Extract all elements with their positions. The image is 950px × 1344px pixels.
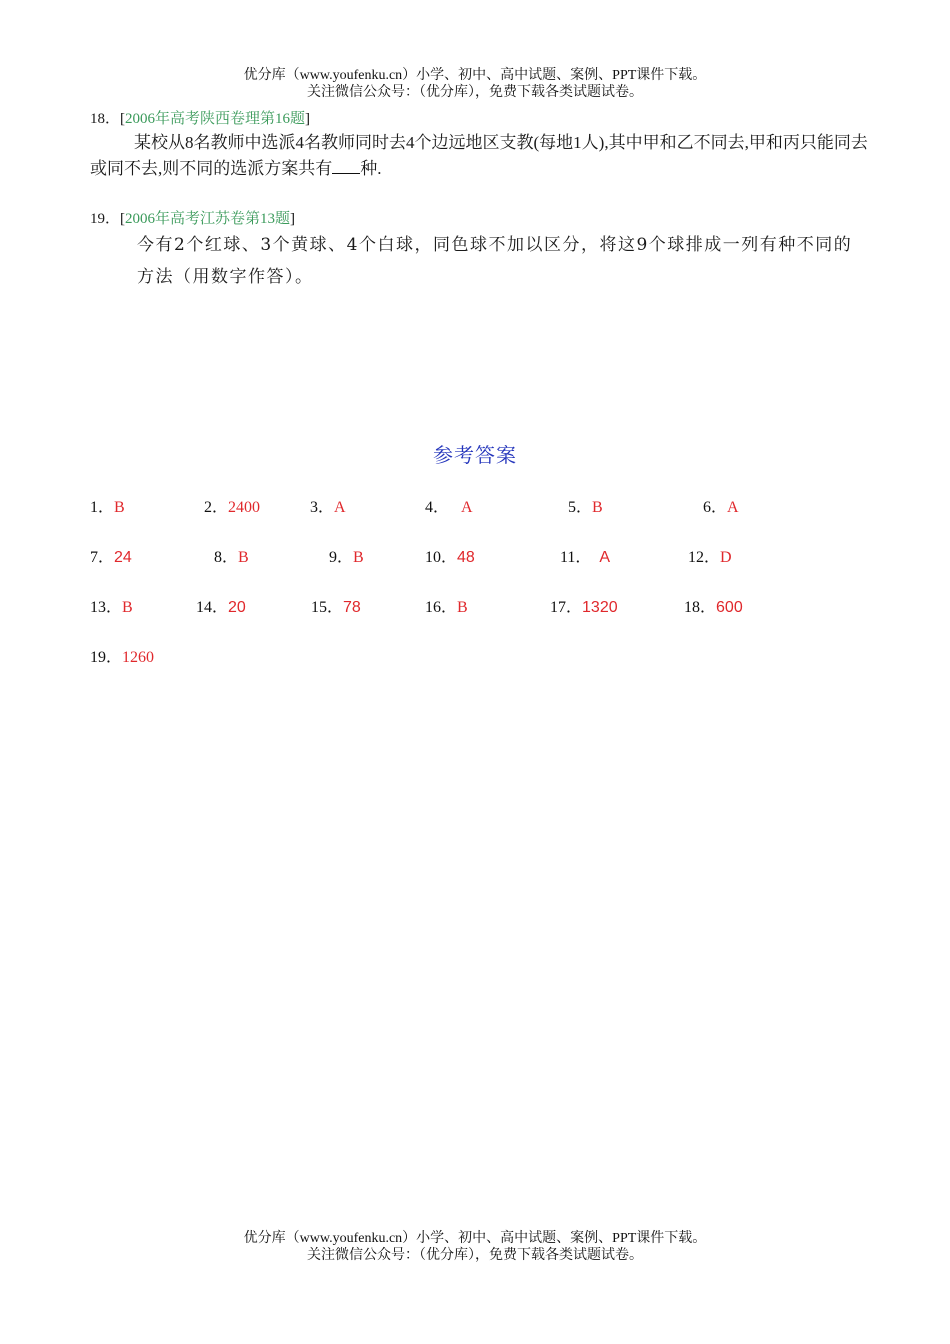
answer-item: 1．B [90, 499, 125, 516]
answer-section-title: 参考答案 [433, 443, 517, 467]
answer-item: 2．2400 [204, 499, 261, 516]
page-header [0, 67, 950, 101]
answer-item: 10．48 [425, 549, 475, 566]
question-text: 某校从8名教师中选派4名教师同时去4个边远地区支教(每地1人),其中甲和乙不同去,甲和丙只能同去或同不去,则不同的选派方案共有 [90, 133, 868, 178]
header-line-2: 关注微信公众号：（优分库），免费下载各类试题试卷。 [307, 84, 643, 100]
answer-item: 13．B [90, 599, 133, 616]
answer-item: 14．20 [196, 599, 246, 616]
header-line-1: 优分库（www.youfenku.cn）小学、初中、高中试题、案例、PPT课件下载。 [243, 68, 707, 83]
answer-item: 7．24 [90, 549, 132, 566]
answer-item: 4． A [425, 499, 473, 516]
question-18-header: 18．[2006年高考陕西卷理第16题] [90, 111, 311, 127]
answer-blank [332, 158, 360, 174]
answer-item: 19．1260 [90, 649, 155, 666]
answer-item: 16．B [425, 599, 468, 616]
answer-item: 8．B [214, 549, 249, 566]
answer-item: 6．A [703, 499, 739, 516]
question-source: 2006年高考江苏卷第13题 [125, 211, 291, 227]
question-number: 18． [90, 111, 121, 127]
footer-line-2: 关注微信公众号：（优分库），免费下载各类试题试卷。 [307, 1247, 643, 1263]
answer-item: 12．D [688, 549, 732, 566]
answer-item: 3．A [310, 499, 346, 516]
question-source: 2006年高考陕西卷理第16题 [125, 111, 306, 127]
answer-item: 15．78 [311, 599, 361, 616]
answer-item: 17．1320 [550, 599, 618, 616]
page-footer [0, 1230, 950, 1264]
answer-item: 18．600 [684, 599, 743, 616]
footer-line-1: 优分库（www.youfenku.cn）小学、初中、高中试题、案例、PPT课件下载。 [243, 1231, 707, 1246]
answer-item: 9．B [329, 549, 364, 566]
question-18-text [90, 130, 870, 182]
question-text-end: 种. [360, 159, 382, 178]
question-19-header: 19．[2006年高考江苏卷第13题] [90, 211, 296, 227]
answer-item: 11． A [560, 549, 611, 566]
question-19-text: 今有2个红球、3个黄球、4个白球，同色球不加以区分，将这9个球排成一列有种不同的方法（用数字作答）。 [137, 235, 853, 287]
question-number: 19． [90, 211, 121, 227]
answer-item: 5．B [568, 499, 603, 516]
